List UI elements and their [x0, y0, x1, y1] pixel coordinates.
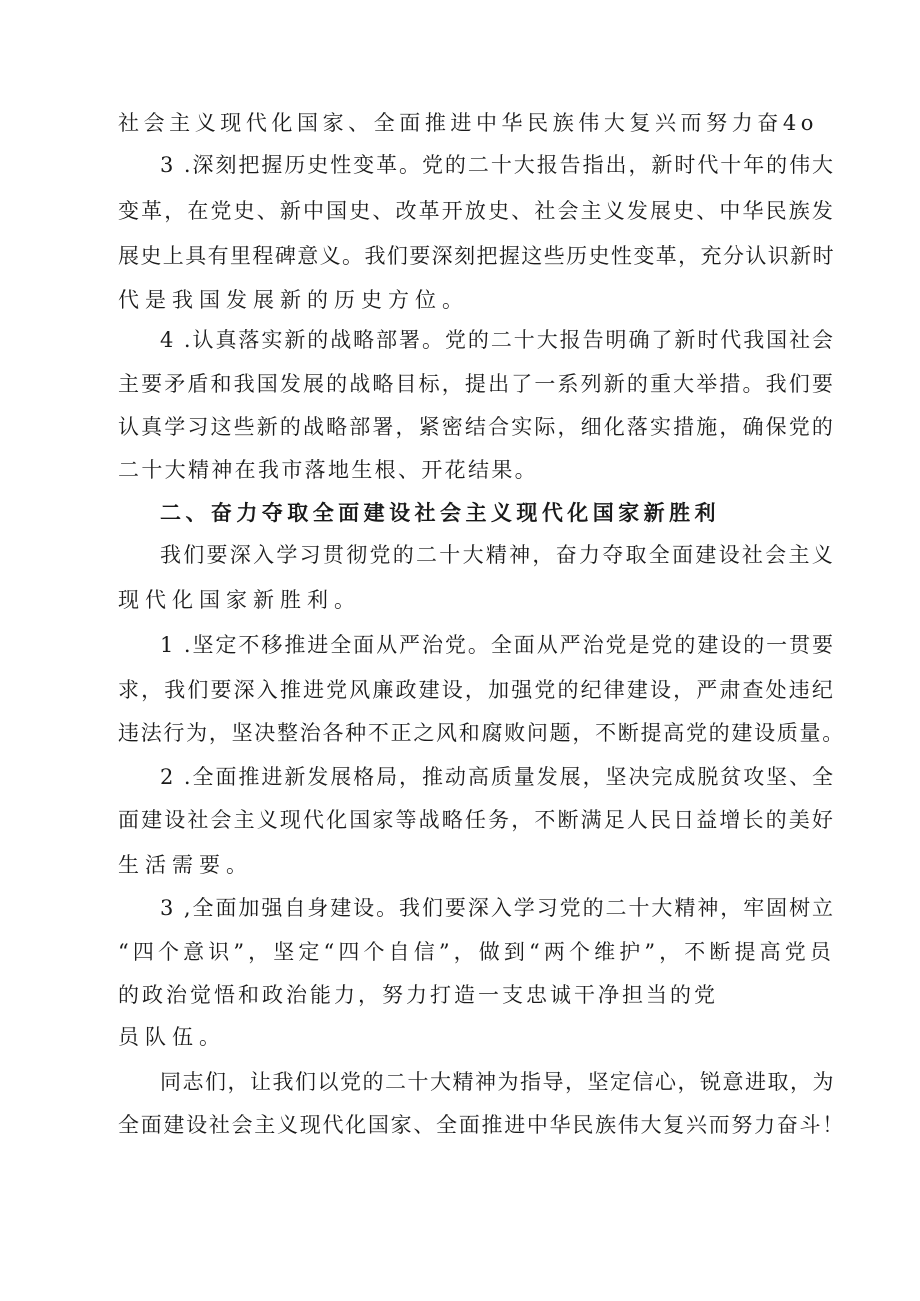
item-3-line-1: 3 .深刻把握历史性变革。党的二十大报告指出，新时代十年的伟大 — [160, 153, 835, 177]
section-2-item-1-line-3: 违法行为，坚决整治各种不正之风和腐败问题，不断提高党的建设质量。 — [118, 721, 845, 745]
section-2-item-1-line-2: 求，我们要深入推进党风廉政建设，加强党的纪律建设，严肃查处违纪 — [118, 678, 835, 702]
section-2-intro-line-2: 现代化国家新胜利。 — [118, 588, 361, 612]
closing-line-2: 全面建设社会主义现代化国家、全面推进中华民族伟大复兴而努力奋斗！ — [118, 1113, 845, 1137]
section-2-item-3-line-2: “四个意识”，坚定“四个自信”，做到“两个维护”，不断提高党员 — [118, 940, 835, 964]
section-2-item-3-line-4: 员队伍。 — [118, 1025, 226, 1049]
section-2-item-2-line-2: 面建设社会主义现代化国家等战略任务，不断满足人民日益增长的美好 — [118, 808, 835, 832]
item-4-line-4: 二十大精神在我市落地生根、开花结果。 — [118, 458, 538, 482]
section-2-item-3-line-1: 3 ,全面加强自身建设。我们要深入学习党的二十大精神，牢固树立 — [160, 896, 835, 920]
item-4-line-1: 4 .认真落实新的战略部署。党的二十大报告明确了新时代我国社会 — [160, 328, 835, 352]
item-3-line-2: 变革，在党史、新中国史、改革开放史、社会主义发展史、中华民族发 — [118, 199, 835, 223]
closing-line-1: 同志们，让我们以党的二十大精神为指导，坚定信心，锐意进取，为 — [160, 1070, 835, 1094]
item-4-line-3: 认真学习这些新的战略部署，紧密结合实际，细化落实措施，确保党的 — [118, 415, 835, 439]
section-2-intro-line-1: 我们要深入学习贯彻党的二十大精神，奋力夺取全面建设社会主义 — [160, 543, 835, 567]
section-2-item-3-line-3: 的政治觉悟和政治能力，努力打造一支忠诚干净担当的党 — [118, 983, 718, 1007]
item-4-line-2: 主要矛盾和我国发展的战略目标，提出了一系列新的重大举措。我们要 — [118, 372, 835, 396]
section-2-item-1-line-1: 1 .坚定不移推进全面从严治党。全面从严治党是党的建设的一贯要 — [160, 633, 835, 657]
text-line-1: 社会主义现代化国家、全面推进中华民族伟大复兴而努力奋4o — [118, 111, 818, 135]
section-2-item-2-line-3: 生活需要。 — [118, 853, 253, 877]
section-heading-2: 二、奋力夺取全面建设社会主义现代化国家新胜利 — [160, 501, 720, 525]
item-3-line-4: 代是我国发展新的历史方位。 — [118, 288, 469, 312]
item-3-line-3: 展史上具有里程碑意义。我们要深刻把握这些历史性变革，充分认识新时 — [118, 244, 835, 268]
section-2-item-2-line-1: 2 .全面推进新发展格局，推动高质量发展，坚决完成脱贫攻坚、全 — [160, 765, 835, 789]
